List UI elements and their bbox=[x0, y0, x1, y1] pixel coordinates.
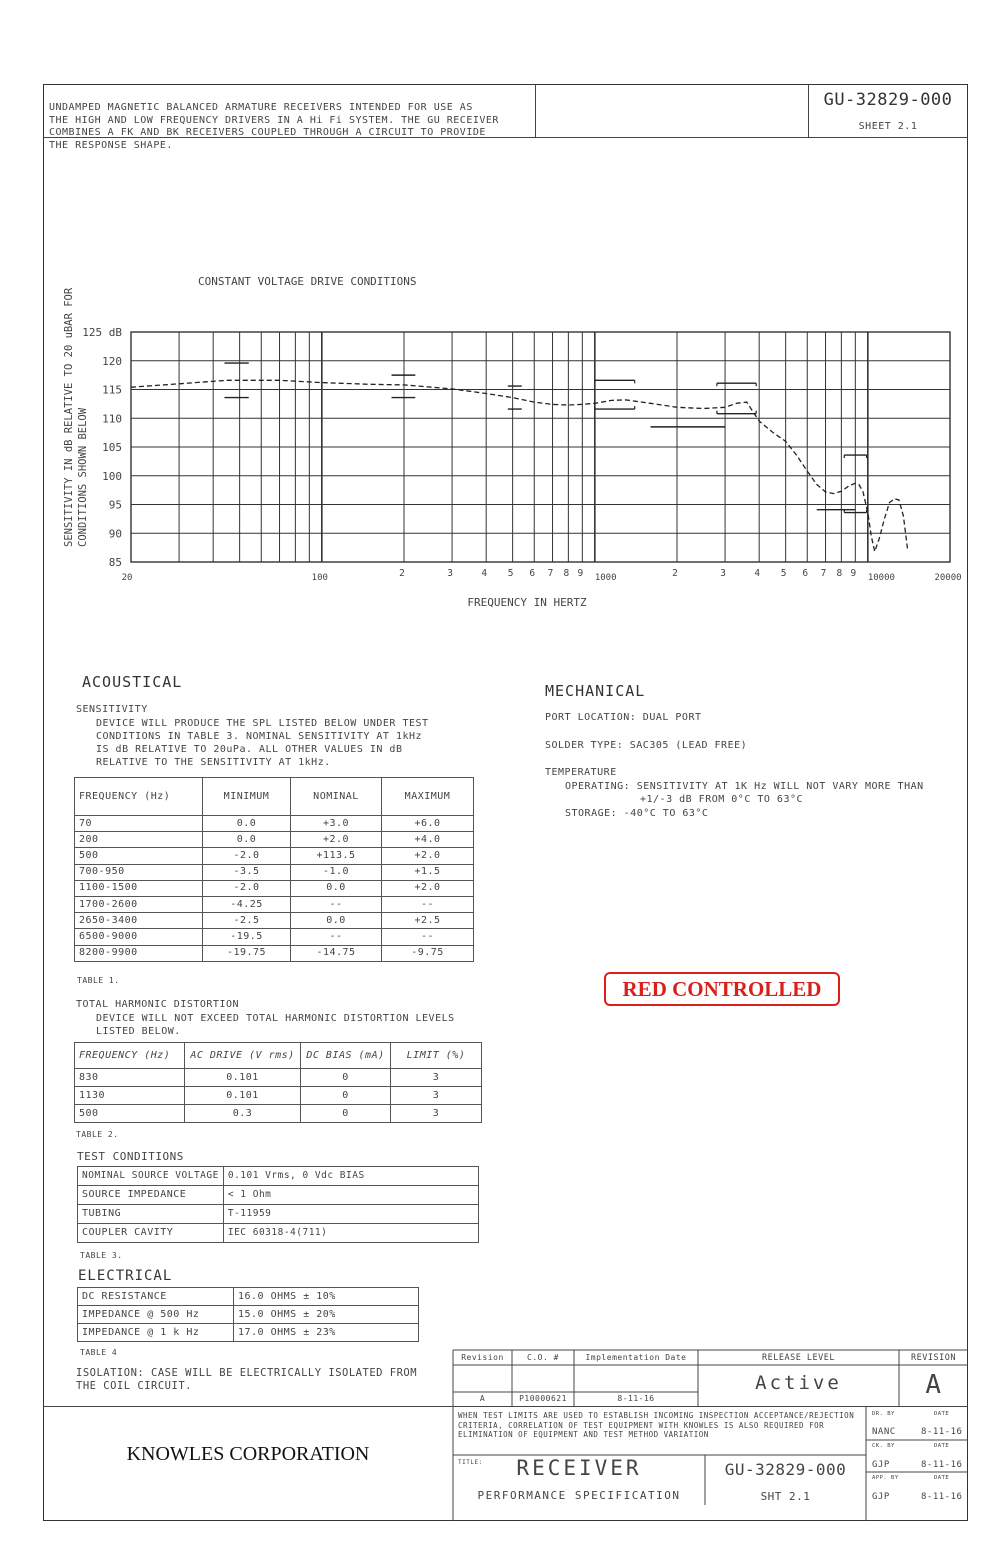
table1-header: MAXIMUM bbox=[382, 778, 474, 816]
title-label: TITLE: bbox=[458, 1459, 483, 1466]
rev-header-co: C.O. # bbox=[527, 1353, 559, 1362]
response-curve bbox=[131, 380, 908, 551]
table1-cell: -1.0 bbox=[291, 864, 382, 880]
table2-cell: 830 bbox=[75, 1069, 185, 1087]
inspection-note: WHEN TEST LIMITS ARE USED TO ESTABLISH INCOMING INSPECTION ACCEPTANCE/REJECTION CRITERIA, CORRELATION OF TEST EQUIPMENT WITH KNOWLES IS ALSO REQUIRED FOR ELIMINATION OF EQUIPMENT AND TEST METHOD VARIATION bbox=[458, 1411, 855, 1439]
x-tick-label: 6 bbox=[529, 568, 536, 579]
table1-cell: 70 bbox=[75, 816, 203, 832]
mechanical-heading: MECHANICAL bbox=[545, 682, 646, 700]
y-tick-label: 110 bbox=[102, 412, 122, 426]
revision-value: A bbox=[925, 1370, 942, 1400]
titleblock-part-number: GU-32829-000 bbox=[724, 1460, 847, 1479]
y-tick-label: 95 bbox=[108, 498, 122, 512]
operating-temp: OPERATING: SENSITIVITY AT 1K Hz WILL NOT VARY MORE THAN bbox=[565, 781, 924, 792]
header-description: UNDAMPED MAGNETIC BALANCED ARMATURE RECEIVERS INTENDED FOR USE AS THE HIGH AND LOW FREQUENCY DRIVERS IN A Hi Fi SYSTEM. THE GU RECEIVER COMBINES A FK AND BK RECEIVERS COUPLED THROUGH A CIRCUIT TO PROVIDE THE RESPONSE SHAPE. bbox=[49, 102, 499, 151]
table1-cell: -- bbox=[291, 929, 382, 945]
y-tick-label: 100 bbox=[102, 469, 122, 483]
x-tick-label: 20000 bbox=[934, 573, 962, 583]
table1-header: MINIMUM bbox=[203, 778, 291, 816]
release-level-label: RELEASE LEVEL bbox=[761, 1353, 836, 1363]
table1-cell: -14.75 bbox=[291, 945, 382, 961]
approved-by-name: GJP bbox=[872, 1492, 890, 1502]
x-tick-label: 4 bbox=[481, 568, 488, 579]
table2-cell: 3 bbox=[391, 1087, 482, 1105]
table3-caption: TABLE 3. bbox=[80, 1251, 123, 1260]
header-sheet: SHEET 2.1 bbox=[858, 121, 918, 132]
x-axis-label: FREQUENCY IN HERTZ bbox=[467, 596, 587, 609]
approved-date-label: DATE bbox=[934, 1475, 950, 1481]
table1-cell: -19.5 bbox=[203, 929, 291, 945]
x-tick-label: 20 bbox=[121, 573, 133, 583]
thd-table bbox=[74, 1042, 482, 1123]
document-subtitle: PERFORMANCE SPECIFICATION bbox=[477, 1489, 681, 1502]
table1-cell: -4.25 bbox=[203, 896, 291, 912]
table-row bbox=[78, 1324, 419, 1342]
table2-cell: 500 bbox=[75, 1105, 185, 1123]
table1-cell: -3.5 bbox=[203, 864, 291, 880]
table2-cell: 0 bbox=[301, 1069, 391, 1087]
approved-date: 8-11-16 bbox=[921, 1492, 963, 1502]
table-row bbox=[78, 1186, 479, 1205]
drawn-by-name: NANC bbox=[872, 1427, 896, 1437]
x-tick-label: 2 bbox=[399, 568, 405, 579]
table3-cell: COUPLER CAVITY bbox=[78, 1224, 224, 1243]
table1-cell: 1100-1500 bbox=[75, 880, 203, 896]
table4-cell: 16.0 OHMS ± 10% bbox=[234, 1288, 419, 1306]
acoustical-heading: ACOUSTICAL bbox=[82, 673, 183, 691]
port-location: PORT LOCATION: DUAL PORT bbox=[545, 712, 702, 723]
titleblock-top-line bbox=[43, 1406, 968, 1407]
table-row bbox=[75, 880, 474, 896]
table-row bbox=[75, 816, 474, 832]
table3-cell: TUBING bbox=[78, 1205, 224, 1224]
checked-by-label: CK. BY bbox=[872, 1443, 895, 1449]
drawn-date: 8-11-16 bbox=[921, 1427, 963, 1437]
y-tick-label: 85 bbox=[108, 556, 122, 569]
table3-cell: T-11959 bbox=[223, 1205, 478, 1224]
rev-row-date: 8-11-16 bbox=[617, 1394, 655, 1403]
table1-header: NOMINAL bbox=[291, 778, 382, 816]
table1-cell: -- bbox=[291, 896, 382, 912]
table2-cell: 3 bbox=[391, 1069, 482, 1087]
checked-date: 8-11-16 bbox=[921, 1460, 963, 1470]
y-tick-label: 125 dB bbox=[82, 326, 122, 339]
table3-cell: SOURCE IMPEDANCE bbox=[78, 1186, 224, 1205]
rev-header-revision: Revision bbox=[461, 1353, 504, 1362]
table1-cell: +113.5 bbox=[291, 848, 382, 864]
table-row bbox=[75, 896, 474, 912]
sensitivity-label: SENSITIVITY bbox=[76, 704, 148, 715]
table1-cell: -2.0 bbox=[203, 848, 291, 864]
table2-cell: 0.101 bbox=[185, 1069, 301, 1087]
table4-cell: 17.0 OHMS ± 23% bbox=[234, 1324, 419, 1342]
temperature-label: TEMPERATURE bbox=[545, 767, 617, 778]
titleblock-sheet: SHT 2.1 bbox=[760, 1490, 811, 1503]
table4-cell: IMPEDANCE @ 500 Hz bbox=[78, 1306, 234, 1324]
table2-cell: 0 bbox=[301, 1087, 391, 1105]
table-row bbox=[75, 1087, 482, 1105]
company-name: KNOWLES CORPORATION bbox=[126, 1443, 370, 1465]
x-tick-label: 9 bbox=[850, 568, 857, 579]
table-row bbox=[78, 1167, 479, 1186]
x-tick-label: 10000 bbox=[867, 573, 895, 583]
red-controlled-stamp: RED CONTROLLED bbox=[604, 972, 840, 1006]
table2-header: LIMIT (%) bbox=[391, 1043, 482, 1069]
frequency-response-chart bbox=[0, 0, 1000, 620]
table1-header: FREQUENCY (Hz) bbox=[75, 778, 203, 816]
table-row bbox=[75, 832, 474, 848]
table1-cell: +1.5 bbox=[382, 864, 474, 880]
x-tick-label: 100 bbox=[311, 573, 328, 583]
thd-text: DEVICE WILL NOT EXCEED TOTAL HARMONIC DISTORTION LEVELS LISTED BELOW. bbox=[96, 1013, 455, 1037]
table-row bbox=[75, 1069, 482, 1087]
x-tick-label: 3 bbox=[720, 568, 726, 579]
table1-cell: 2650-3400 bbox=[75, 913, 203, 929]
sensitivity-text: DEVICE WILL PRODUCE THE SPL LISTED BELOW UNDER TEST CONDITIONS IN TABLE 3. NOMINAL SENSITIVITY AT 1kHz IS dB RELATIVE TO 20uPa. ALL OTHER VALUES IN dB RELATIVE TO THE SENSITIVITY AT 1kHz. bbox=[96, 718, 429, 768]
x-tick-label: 8 bbox=[836, 568, 843, 579]
x-tick-label: 3 bbox=[447, 568, 453, 579]
table-row bbox=[78, 1224, 479, 1243]
table1-cell: -- bbox=[382, 896, 474, 912]
operating-temp-range: +1/-3 dB FROM 0°C TO 63°C bbox=[640, 794, 804, 805]
checked-date-label: DATE bbox=[934, 1443, 950, 1449]
table1-cell: +2.0 bbox=[382, 880, 474, 896]
table1-cell: -2.0 bbox=[203, 880, 291, 896]
table4-caption: TABLE 4 bbox=[80, 1348, 118, 1357]
table3-cell: NOMINAL SOURCE VOLTAGE bbox=[78, 1167, 224, 1186]
table3-cell: < 1 Ohm bbox=[223, 1186, 478, 1205]
x-tick-label: 5 bbox=[780, 568, 787, 579]
table2-header: DC BIAS (mA) bbox=[301, 1043, 391, 1069]
rev-row-revision: A bbox=[479, 1394, 486, 1403]
table1-cell: +3.0 bbox=[291, 816, 382, 832]
table1-cell: 500 bbox=[75, 848, 203, 864]
table4-cell: IMPEDANCE @ 1 k Hz bbox=[78, 1324, 234, 1342]
table1-cell: -19.75 bbox=[203, 945, 291, 961]
table1-cell: +2.0 bbox=[382, 848, 474, 864]
table1-cell: -9.75 bbox=[382, 945, 474, 961]
table-row bbox=[78, 1288, 419, 1306]
y-axis-label: SENSITIVITY IN dB RELATIVE TO 20 uBAR FOR bbox=[63, 287, 75, 547]
test-conditions-table bbox=[77, 1166, 479, 1243]
table2-cell: 0.101 bbox=[185, 1087, 301, 1105]
checked-by-name: GJP bbox=[872, 1460, 890, 1470]
x-tick-label: 2 bbox=[672, 568, 678, 579]
x-tick-label: 7 bbox=[820, 568, 827, 579]
table1-cell: 1700-2600 bbox=[75, 896, 203, 912]
isolation-text: ISOLATION: CASE WILL BE ELECTRICALLY ISOLATED FROM THE COIL CIRCUIT. bbox=[76, 1367, 418, 1392]
table2-cell: 0 bbox=[301, 1105, 391, 1123]
table1-cell: 8200-9900 bbox=[75, 945, 203, 961]
chart-title: CONSTANT VOLTAGE DRIVE CONDITIONS bbox=[198, 275, 417, 288]
table1-cell: -- bbox=[382, 929, 474, 945]
table4-cell: DC RESISTANCE bbox=[78, 1288, 234, 1306]
revision-label: REVISION bbox=[911, 1353, 956, 1363]
drawn-by-label: DR. BY bbox=[872, 1411, 895, 1417]
sensitivity-table bbox=[74, 777, 474, 962]
x-tick-label: 6 bbox=[802, 568, 809, 579]
storage-temp: STORAGE: -40°C TO 63°C bbox=[565, 808, 709, 819]
table1-cell: 200 bbox=[75, 832, 203, 848]
table-row bbox=[78, 1205, 479, 1224]
table4-cell: 15.0 OHMS ± 20% bbox=[234, 1306, 419, 1324]
table1-cell: +4.0 bbox=[382, 832, 474, 848]
table1-cell: -2.5 bbox=[203, 913, 291, 929]
x-tick-label: 1000 bbox=[594, 573, 617, 583]
y-tick-label: 105 bbox=[102, 441, 122, 454]
table3-cell: IEC 60318-4(711) bbox=[223, 1224, 478, 1243]
table-row bbox=[75, 848, 474, 864]
table2-cell: 0.3 bbox=[185, 1105, 301, 1123]
electrical-heading: ELECTRICAL bbox=[78, 1268, 173, 1284]
drawn-date-label: DATE bbox=[934, 1411, 950, 1417]
document-title: RECEIVER bbox=[516, 1456, 642, 1480]
table-row bbox=[75, 913, 474, 929]
table1-cell: 0.0 bbox=[203, 832, 291, 848]
x-tick-label: 8 bbox=[563, 568, 570, 579]
table2-cell: 1130 bbox=[75, 1087, 185, 1105]
table1-cell: 0.0 bbox=[291, 913, 382, 929]
table2-header: AC DRIVE (V rms) bbox=[185, 1043, 301, 1069]
solder-type: SOLDER TYPE: SAC305 (LEAD FREE) bbox=[545, 740, 748, 751]
x-tick-label: 7 bbox=[547, 568, 554, 579]
table2-caption: TABLE 2. bbox=[76, 1130, 119, 1139]
table1-cell: 0.0 bbox=[291, 880, 382, 896]
y-tick-label: 115 bbox=[102, 383, 122, 397]
electrical-table bbox=[77, 1287, 419, 1342]
table3-cell: 0.101 Vrms, 0 Vdc BIAS bbox=[223, 1167, 478, 1186]
y-tick-label: 90 bbox=[108, 527, 122, 541]
table1-cell: +2.0 bbox=[291, 832, 382, 848]
rev-row-co: P10000621 bbox=[519, 1394, 567, 1403]
table1-cell: 700-950 bbox=[75, 864, 203, 880]
table1-cell: 6500-9000 bbox=[75, 929, 203, 945]
y-axis-label: CONDITIONS SHOWN BELOW bbox=[77, 407, 89, 547]
approved-by-label: APP. BY bbox=[872, 1475, 899, 1481]
x-tick-label: 9 bbox=[577, 568, 584, 579]
table2-cell: 3 bbox=[391, 1105, 482, 1123]
y-tick-label: 120 bbox=[102, 354, 122, 368]
thd-label: TOTAL HARMONIC DISTORTION bbox=[76, 999, 240, 1010]
table-row bbox=[75, 929, 474, 945]
test-conditions-label: TEST CONDITIONS bbox=[77, 1150, 184, 1163]
rev-header-date: Implementation Date bbox=[585, 1353, 687, 1362]
x-tick-label: 4 bbox=[754, 568, 761, 579]
table1-caption: TABLE 1. bbox=[77, 976, 120, 985]
table1-cell: +6.0 bbox=[382, 816, 474, 832]
table1-cell: +2.5 bbox=[382, 913, 474, 929]
table-row bbox=[75, 1105, 482, 1123]
x-tick-label: 5 bbox=[507, 568, 514, 579]
table-row bbox=[75, 864, 474, 880]
table2-header: FREQUENCY (Hz) bbox=[75, 1043, 185, 1069]
release-level-value: Active bbox=[755, 1372, 842, 1394]
table1-cell: 0.0 bbox=[203, 816, 291, 832]
table-row bbox=[75, 945, 474, 961]
header-part-number: GU-32829-000 bbox=[823, 90, 953, 110]
table-row bbox=[78, 1306, 419, 1324]
